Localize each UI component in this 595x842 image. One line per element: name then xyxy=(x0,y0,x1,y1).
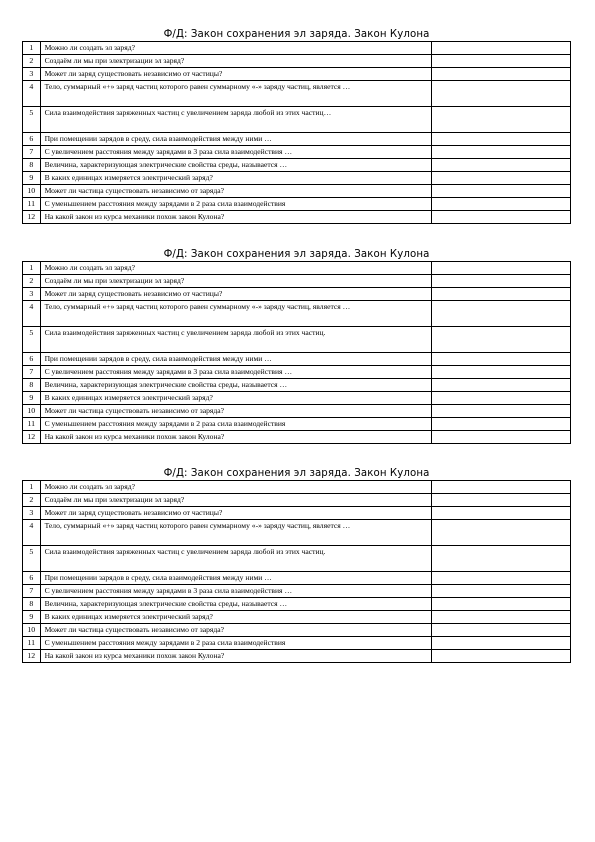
question-row xyxy=(23,520,571,546)
question-text: На какой закон из курса механики похож закон Кулона? xyxy=(40,431,432,444)
answer-cell[interactable] xyxy=(432,650,571,663)
question-number: 6 xyxy=(23,133,41,146)
answer-cell[interactable] xyxy=(432,520,571,546)
answer-cell[interactable] xyxy=(432,327,571,353)
question-row xyxy=(23,353,571,366)
question-row xyxy=(23,146,571,159)
question-text: Может ли заряд существовать независимо от частицы? xyxy=(40,68,432,81)
question-row xyxy=(23,68,571,81)
question-number: 10 xyxy=(23,185,41,198)
question-number: 8 xyxy=(23,379,41,392)
question-row xyxy=(23,327,571,353)
question-row xyxy=(23,546,571,572)
question-text: С увеличением расстояния между зарядами в 3 раза сила взаимодействия … xyxy=(40,146,432,159)
question-row xyxy=(23,81,571,107)
question-row xyxy=(23,211,571,224)
quiz-sheet-3 xyxy=(22,467,571,663)
answer-cell[interactable] xyxy=(432,598,571,611)
answer-cell[interactable] xyxy=(432,146,571,159)
quiz-title: Ф/Д: Закон сохранения эл заряда. Закон Кулона xyxy=(163,249,430,260)
question-row xyxy=(23,585,571,598)
question-number: 6 xyxy=(23,572,41,585)
question-text: С увеличением расстояния между зарядами в 3 раза сила взаимодействия … xyxy=(40,366,432,379)
question-row xyxy=(23,405,571,418)
question-number: 5 xyxy=(23,327,41,353)
question-number: 2 xyxy=(23,494,41,507)
answer-cell[interactable] xyxy=(432,507,571,520)
question-row xyxy=(23,301,571,327)
quiz-title: Ф/Д: Закон сохранения эл заряда. Закон Кулона xyxy=(163,468,430,479)
question-number: 3 xyxy=(23,68,41,81)
answer-cell[interactable] xyxy=(432,185,571,198)
question-row xyxy=(23,107,571,133)
question-text: Может ли частица существовать независимо от заряда? xyxy=(40,185,432,198)
question-row xyxy=(23,198,571,211)
answer-cell[interactable] xyxy=(432,624,571,637)
question-text: Можно ли создать эл заряд? xyxy=(40,481,432,494)
question-number: 9 xyxy=(23,172,41,185)
question-number: 1 xyxy=(23,262,41,275)
question-text: Можно ли создать эл заряд? xyxy=(40,42,432,55)
question-text: Сила взаимодействия заряженных частиц с увеличением заряда любой из этих частиц. xyxy=(40,546,432,572)
question-text: С уменьшением расстояния между зарядами в 2 раза сила взаимодействия xyxy=(40,637,432,650)
question-row xyxy=(23,624,571,637)
answer-cell[interactable] xyxy=(432,405,571,418)
question-number: 3 xyxy=(23,507,41,520)
question-text: Тело, суммарный «+» заряд частиц которого равен суммарному «-» заряду частиц, является … xyxy=(40,81,432,107)
question-text: Тело, суммарный «+» заряд частиц которого равен суммарному «-» заряду частиц, является … xyxy=(40,301,432,327)
answer-cell[interactable] xyxy=(432,431,571,444)
answer-cell[interactable] xyxy=(432,42,571,55)
question-row xyxy=(23,611,571,624)
question-number: 4 xyxy=(23,520,41,546)
question-text: Создаём ли мы при электризации эл заряд? xyxy=(40,494,432,507)
question-number: 7 xyxy=(23,366,41,379)
answer-cell[interactable] xyxy=(432,366,571,379)
question-text: В каких единицах измеряется электрический заряд? xyxy=(40,172,432,185)
answer-cell[interactable] xyxy=(432,301,571,327)
question-row xyxy=(23,159,571,172)
question-row xyxy=(23,288,571,301)
answer-cell[interactable] xyxy=(432,275,571,288)
question-number: 1 xyxy=(23,481,41,494)
question-table xyxy=(22,480,571,663)
answer-cell[interactable] xyxy=(432,611,571,624)
answer-cell[interactable] xyxy=(432,81,571,107)
question-row xyxy=(23,392,571,405)
question-row xyxy=(23,431,571,444)
question-number: 10 xyxy=(23,405,41,418)
question-number: 4 xyxy=(23,81,41,107)
question-number: 7 xyxy=(23,146,41,159)
question-row xyxy=(23,650,571,663)
question-row xyxy=(23,507,571,520)
question-row xyxy=(23,133,571,146)
answer-cell[interactable] xyxy=(432,159,571,172)
question-number: 12 xyxy=(23,431,41,444)
question-text: Сила взаимодействия заряженных частиц с увеличением заряда любой из этих частиц. xyxy=(40,327,432,353)
answer-cell[interactable] xyxy=(432,55,571,68)
question-text: С уменьшением расстояния между зарядами в 2 раза сила взаимодействия xyxy=(40,198,432,211)
answer-cell[interactable] xyxy=(432,392,571,405)
question-text: Может ли частица существовать независимо от заряда? xyxy=(40,405,432,418)
answer-cell[interactable] xyxy=(432,133,571,146)
answer-cell[interactable] xyxy=(432,572,571,585)
question-row xyxy=(23,55,571,68)
question-row xyxy=(23,598,571,611)
question-number: 8 xyxy=(23,598,41,611)
question-number: 12 xyxy=(23,211,41,224)
question-number: 1 xyxy=(23,42,41,55)
question-number: 6 xyxy=(23,353,41,366)
answer-cell[interactable] xyxy=(432,172,571,185)
question-table xyxy=(22,261,571,444)
answer-cell[interactable] xyxy=(432,494,571,507)
question-table xyxy=(22,41,571,224)
answer-cell[interactable] xyxy=(432,379,571,392)
question-text: Можно ли создать эл заряд? xyxy=(40,262,432,275)
question-row xyxy=(23,418,571,431)
question-row xyxy=(23,481,571,494)
question-row xyxy=(23,494,571,507)
question-number: 5 xyxy=(23,546,41,572)
question-text: Тело, суммарный «+» заряд частиц которого равен суммарному «-» заряду частиц, является … xyxy=(40,520,432,546)
question-text: В каких единицах измеряется электрический заряд? xyxy=(40,611,432,624)
question-text: При помещении зарядов в среду, сила взаимодействия между ними … xyxy=(40,353,432,366)
question-text: Создаём ли мы при электризации эл заряд? xyxy=(40,55,432,68)
answer-cell[interactable] xyxy=(432,546,571,572)
question-number: 9 xyxy=(23,611,41,624)
question-number: 4 xyxy=(23,301,41,327)
quiz-sheet-1 xyxy=(22,28,571,224)
question-row xyxy=(23,379,571,392)
question-text: Величина, характеризующая электрические свойства среды, называется … xyxy=(40,598,432,611)
question-row xyxy=(23,366,571,379)
answer-cell[interactable] xyxy=(432,262,571,275)
question-text: В каких единицах измеряется электрический заряд? xyxy=(40,392,432,405)
question-text: Может ли заряд существовать независимо от частицы? xyxy=(40,507,432,520)
answer-cell[interactable] xyxy=(432,353,571,366)
quiz-sheet-2 xyxy=(22,248,571,444)
question-number: 8 xyxy=(23,159,41,172)
answer-cell[interactable] xyxy=(432,211,571,224)
question-text: С уменьшением расстояния между зарядами в 2 раза сила взаимодействия xyxy=(40,418,432,431)
question-number: 11 xyxy=(23,418,41,431)
question-number: 2 xyxy=(23,275,41,288)
question-number: 10 xyxy=(23,624,41,637)
question-number: 11 xyxy=(23,637,41,650)
question-number: 7 xyxy=(23,585,41,598)
question-number: 3 xyxy=(23,288,41,301)
question-row xyxy=(23,42,571,55)
question-text: Создаём ли мы при электризации эл заряд? xyxy=(40,275,432,288)
question-number: 2 xyxy=(23,55,41,68)
question-row xyxy=(23,637,571,650)
question-text: При помещении зарядов в среду, сила взаимодействия между ними … xyxy=(40,133,432,146)
question-row xyxy=(23,572,571,585)
question-text: Величина, характеризующая электрические свойства среды, называется … xyxy=(40,379,432,392)
question-text: На какой закон из курса механики похож закон Кулона? xyxy=(40,211,432,224)
question-text: Величина, характеризующая электрические свойства среды, называется … xyxy=(40,159,432,172)
answer-cell[interactable] xyxy=(432,198,571,211)
answer-cell[interactable] xyxy=(432,68,571,81)
question-number: 5 xyxy=(23,107,41,133)
answer-cell[interactable] xyxy=(432,481,571,494)
question-number: 11 xyxy=(23,198,41,211)
question-text: При помещении зарядов в среду, сила взаимодействия между ними … xyxy=(40,572,432,585)
question-text: Сила взаимодействия заряженных частиц с увеличением заряда любой из этих частиц… xyxy=(40,107,432,133)
question-text: Может ли частица существовать независимо от заряда? xyxy=(40,624,432,637)
question-row xyxy=(23,262,571,275)
answer-cell[interactable] xyxy=(432,418,571,431)
question-number: 9 xyxy=(23,392,41,405)
question-text: На какой закон из курса механики похож закон Кулона? xyxy=(40,650,432,663)
answer-cell[interactable] xyxy=(432,288,571,301)
question-row xyxy=(23,275,571,288)
answer-cell[interactable] xyxy=(432,637,571,650)
question-text: С увеличением расстояния между зарядами в 3 раза сила взаимодействия … xyxy=(40,585,432,598)
question-row xyxy=(23,185,571,198)
question-row xyxy=(23,172,571,185)
question-number: 12 xyxy=(23,650,41,663)
quiz-title: Ф/Д: Закон сохранения эл заряда. Закон Кулона xyxy=(163,29,430,40)
question-text: Может ли заряд существовать независимо от частицы? xyxy=(40,288,432,301)
answer-cell[interactable] xyxy=(432,585,571,598)
answer-cell[interactable] xyxy=(432,107,571,133)
